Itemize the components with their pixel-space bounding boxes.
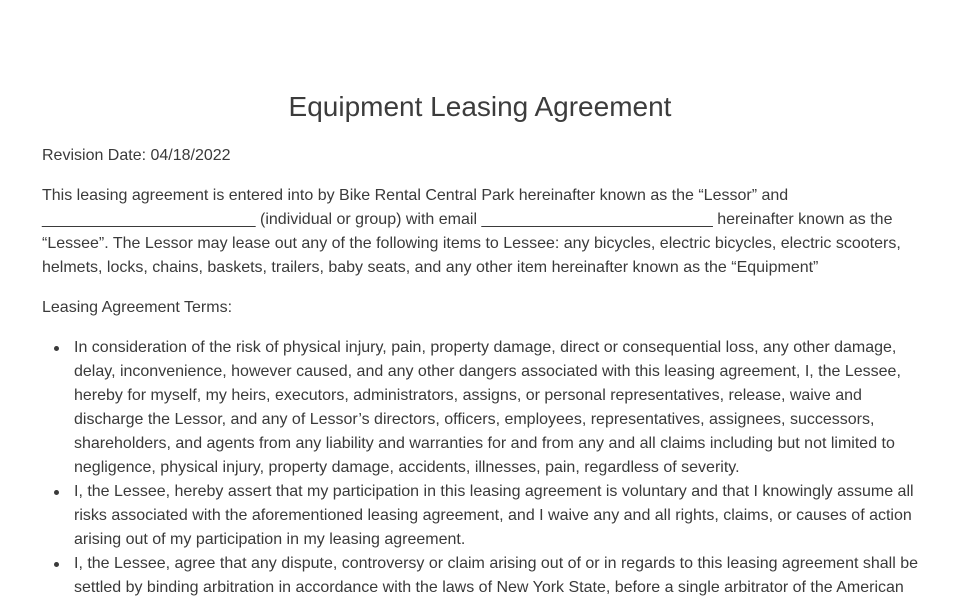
bullet-icon	[54, 562, 59, 567]
intro-text-part1: This leasing agreement is entered into by Bike Rental Central Park hereinafter known as the “Lessor” and	[42, 187, 789, 204]
terms-list	[42, 336, 918, 600]
revision-date: Revision Date: 04/18/2022	[42, 147, 231, 164]
bullet-icon	[54, 346, 59, 351]
lessee-name-blank: ________________________	[42, 211, 256, 228]
term-text: In consideration of the risk of physical injury, pain, property damage, direct or consequential loss, any other damage, delay, inconvenience, however caused, and any other dangers associated with this leasing agreement, I, the Lessee, hereby for myself, my heirs, executors, administrators, assigns, or personal representatives, release, waive and discharge the Lessor, and any of Lessor’s directors, officers, employees, representatives, assignees, successors, shareholders, and agents from any liability and warranties for and from any and all claims including but not limited to negligence, physical injury, property damage, accidents, illnesses, pain, regardless of severity.	[74, 339, 901, 476]
document-title: Equipment Leasing Agreement	[288, 91, 672, 122]
terms-heading: Leasing Agreement Terms:	[42, 299, 233, 316]
term-text: I, the Lessee, agree that any dispute, controversy or claim arising out of or in regards to this leasing agreement shall be settled by binding arbitration in accordance with the laws of New York State, before a single arbitrator of the American	[74, 555, 919, 596]
list-item	[74, 552, 918, 600]
bullet-icon	[54, 490, 59, 495]
intro-text-part3: hereinafter known as the “Lessee”. The Lessor may lease out any of the following items to Lessee: any bicycles, electric bicycles, electric scooters, helmets, locks, chains, baskets, trailers, baby seats, and any other item hereinafter known as the “Equipment”	[42, 211, 901, 276]
lessee-email-blank: __________________________	[481, 211, 713, 228]
intro-paragraph	[42, 184, 918, 280]
list-item	[74, 336, 918, 480]
term-text: I, the Lessee, hereby assert that my participation in this leasing agreement is voluntary and that I knowingly assume all risks associated with the aforementioned leasing agreement, and I waive any and all rights, claims, or causes of action arising out of my participation in my leasing agreement.	[74, 483, 914, 548]
intro-text-part2: (individual or group) with email	[255, 211, 482, 228]
list-item	[74, 480, 918, 552]
